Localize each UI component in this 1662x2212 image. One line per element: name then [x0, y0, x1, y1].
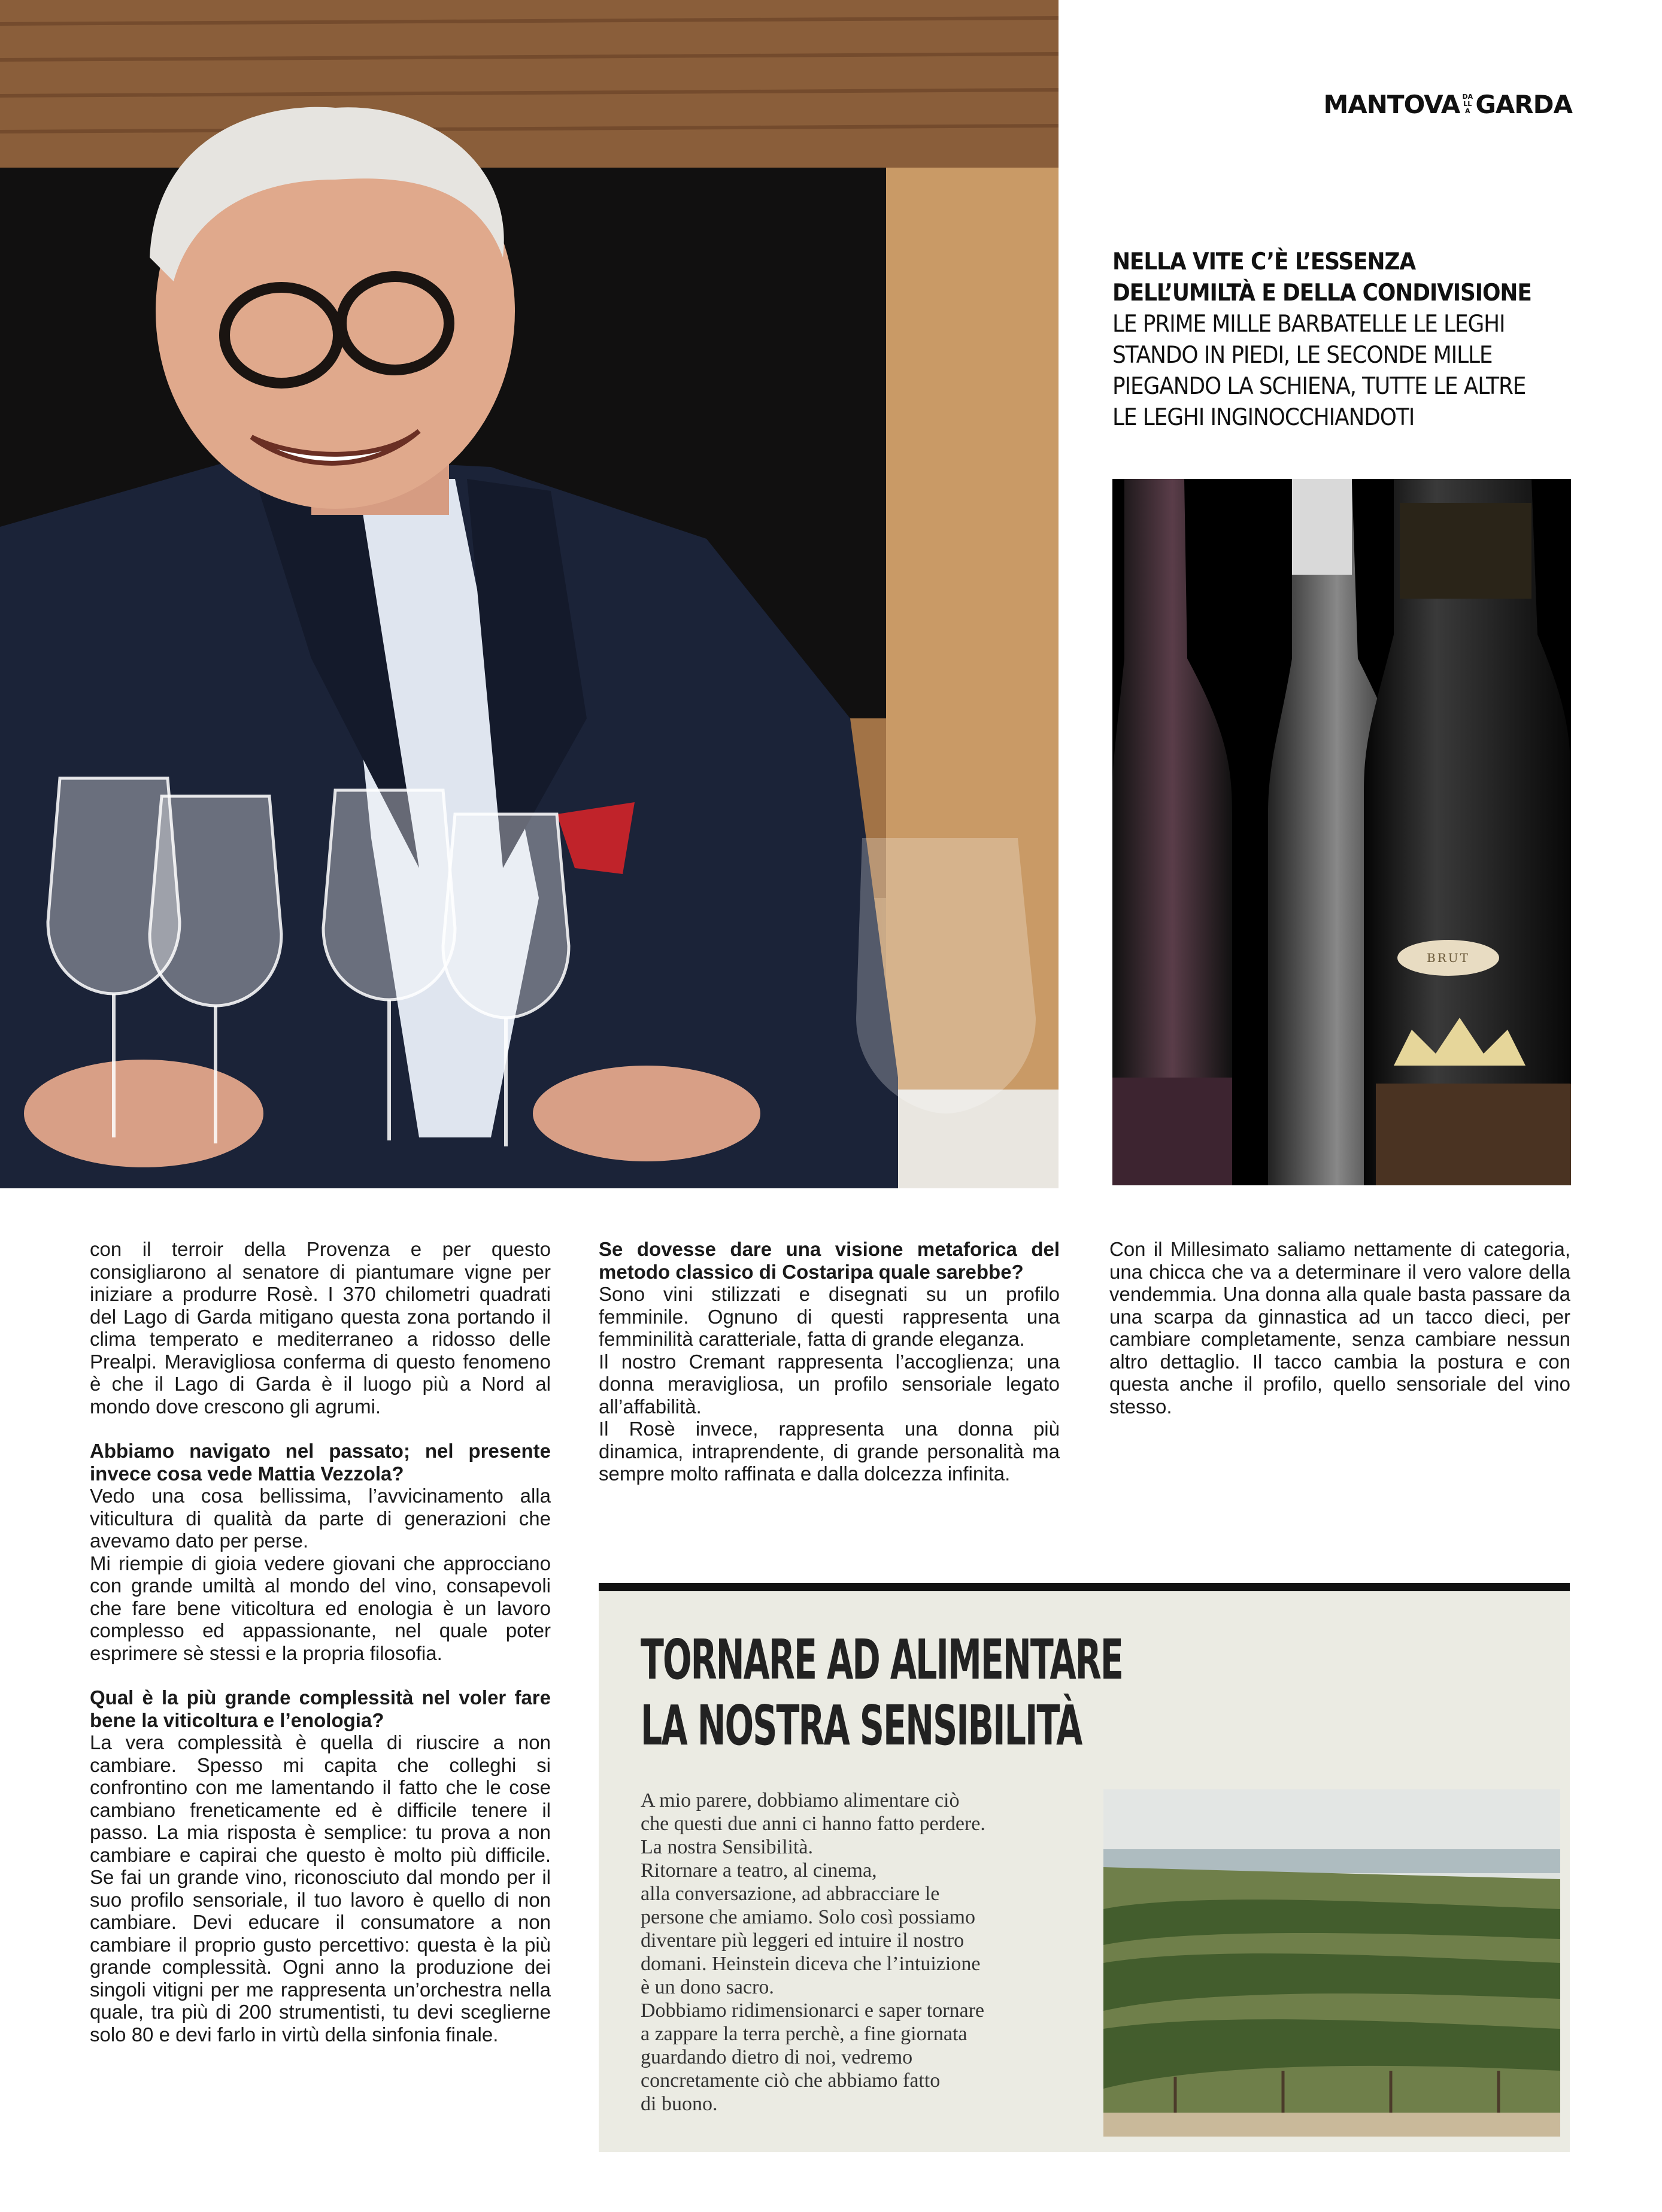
paragraph: Vedo una cosa bellissima, l’avvicinamento alla viticultura di qualità da parte di generazioni che avevamo dato per perse. [90, 1485, 551, 1552]
sidebar-title-line-1: TORNARE AD ALIMENTARE [641, 1628, 1123, 1692]
sidebar-line: guardando dietro di noi, vedremo [641, 2046, 913, 2068]
pull-quote-bold-line-1: NELLA VITE C’È L’ESSENZA [1112, 248, 1416, 275]
interview-question: Abbiamo navigato nel passato; nel presente invece cosa vede Mattia Vezzola? [90, 1440, 551, 1485]
portrait-photo [0, 0, 1059, 1188]
paragraph: Con il Millesimato saliamo nettamente di categoria, una chicca che va a determinare il vero valore della vendemmia. Una donna alla quale basta passare da una scarpa da ginnastica ad un tacco dieci, per cambiare completamente, senza cambiare nessun altro dettaglio. Il tacco cambia la postura e con questa anche il profilo, quello sensoriale del vino stesso. [1109, 1238, 1570, 1418]
interview-question: Qual è la più grande complessità nel voler fare bene la viticoltura e l’enologia? [90, 1686, 551, 1731]
masthead-mantova: MANTOVA [1323, 89, 1460, 119]
sidebar-line: domani. Heinstein diceva che l’intuizione [641, 1953, 981, 1975]
paragraph: Sono vini stilizzati e disegnati su un profilo femminile. Ognuno di questi rappresenta una femminilità caratteriale, fatta di grande eleganza. [599, 1283, 1060, 1350]
pull-quote-text: LE PRIME MILLE BARBATELLE LE LEGHI STANDO IN PIEDI, LE SECONDE MILLE PIEGANDO LA SCHIENA, TUTTE LE ALTRE LE LEGHI INGINOCCHIANDOTI [1112, 311, 1526, 431]
paragraph: Il Rosè invece, rappresenta una donna più dinamica, intraprendente, di grande personalità ma sempre molto raffinata e dalla dolcezza infinita. [599, 1418, 1060, 1485]
interview-question: Se dovesse dare una visione metaforica del metodo classico di Costaripa quale sarebbe? [599, 1238, 1060, 1283]
sidebar-box [599, 1583, 1570, 2152]
vineyard-photo [1103, 1789, 1560, 2137]
sidebar-line: che questi due anni ci hanno fatto perdere. [641, 1813, 985, 1835]
sidebar-line: Ritornare a teatro, al cinema, [641, 1859, 877, 1882]
masthead-dalla: DALLA [1462, 93, 1473, 115]
sidebar-title-line-2: LA NOSTRA SENSIBILITÀ [641, 1694, 1082, 1758]
paragraph: con il terroir della Provenza e per questo consigliarono al senatore di piantumare vigne per iniziare a produrre Rosè. I 370 chilometri quadrati del Lago di Garda mitigano questa zona portando il clima temperato e mediterraneo a ridosso delle Prealpi. Meravigliosa conferma di questo fenomeno è che il Lago di Garda è il luogo più a Nord al mondo dove crescono gli agrumi. [90, 1238, 551, 1418]
bottles-photo [1112, 479, 1571, 1185]
bottle-label-brut: BRUT [1397, 940, 1499, 976]
pull-quote-bold-line-2: DELL’UMILTÀ E DELLA CONDIVISIONE [1112, 280, 1531, 307]
masthead-garda: GARDA [1475, 89, 1572, 119]
sidebar-line: Dobbiamo ridimensionarci e saper tornare [641, 1999, 985, 2022]
sidebar-line: persone che amiamo. Solo così possiamo [641, 1906, 976, 1928]
sidebar-line: La nostra Sensibilità. [641, 1836, 814, 1858]
sidebar-text [641, 1789, 1060, 2116]
article-column-2 [599, 1238, 1060, 1485]
article-column-3 [1109, 1238, 1570, 1418]
sidebar-line: concretamente ciò che abbiamo fatto [641, 2070, 941, 2092]
sidebar-line: diventare più leggeri ed intuire il nostro [641, 1929, 965, 1952]
sidebar-title [641, 1627, 1123, 1759]
sidebar-line: a zappare la terra perchè, a fine giornata [641, 2023, 968, 2045]
masthead-logo [1323, 90, 1572, 119]
sidebar-line: A mio parere, dobbiamo alimentare ciò [641, 1789, 960, 1812]
paragraph: Mi riempie di gioia vedere giovani che approcciano con grande umiltà al mondo del vino, consapevoli che fare bene viticoltura ed enologia è un lavoro complesso ed appassionante, nel quale poter esprimere sè stessi e la propria filosofia. [90, 1552, 551, 1664]
paragraph: La vera complessità è quella di riuscire a non cambiare. Spesso mi capita che colleghi si confrontino con me lamentando il fatto che le cose cambiano freneticamente ed è difficile tenere il passo. La mia risposta è semplice: tu prova a non cambiare e capirai che questo è molto più difficile. Se fai un grande vino, riconosciuto dal mondo per il suo profilo sensoriale, il tuo lavoro è quello di non cambiare. Devi educare il consumatore a non cambiare il proprio gusto percettivo: questa è la più grande complessità. Ogni anno la produzione dei singoli vitigni per me rappresenta un’orchestra nella quale, tra più di 200 strumentisti, tu devi sceglierne solo 80 e devi farlo in virtù della sinfonia finale. [90, 1731, 551, 2046]
article-column-1 [90, 1238, 551, 2046]
sidebar-line: alla conversazione, ad abbracciare le [641, 1883, 940, 1905]
sidebar-line: di buono. [641, 2093, 718, 2115]
pull-quote [1112, 247, 1542, 433]
paragraph: Il nostro Cremant rappresenta l’accoglienza; una donna meravigliosa, un profilo sensoriale legato all’affabilità. [599, 1350, 1060, 1418]
sidebar-line: è un dono sacro. [641, 1976, 774, 1998]
